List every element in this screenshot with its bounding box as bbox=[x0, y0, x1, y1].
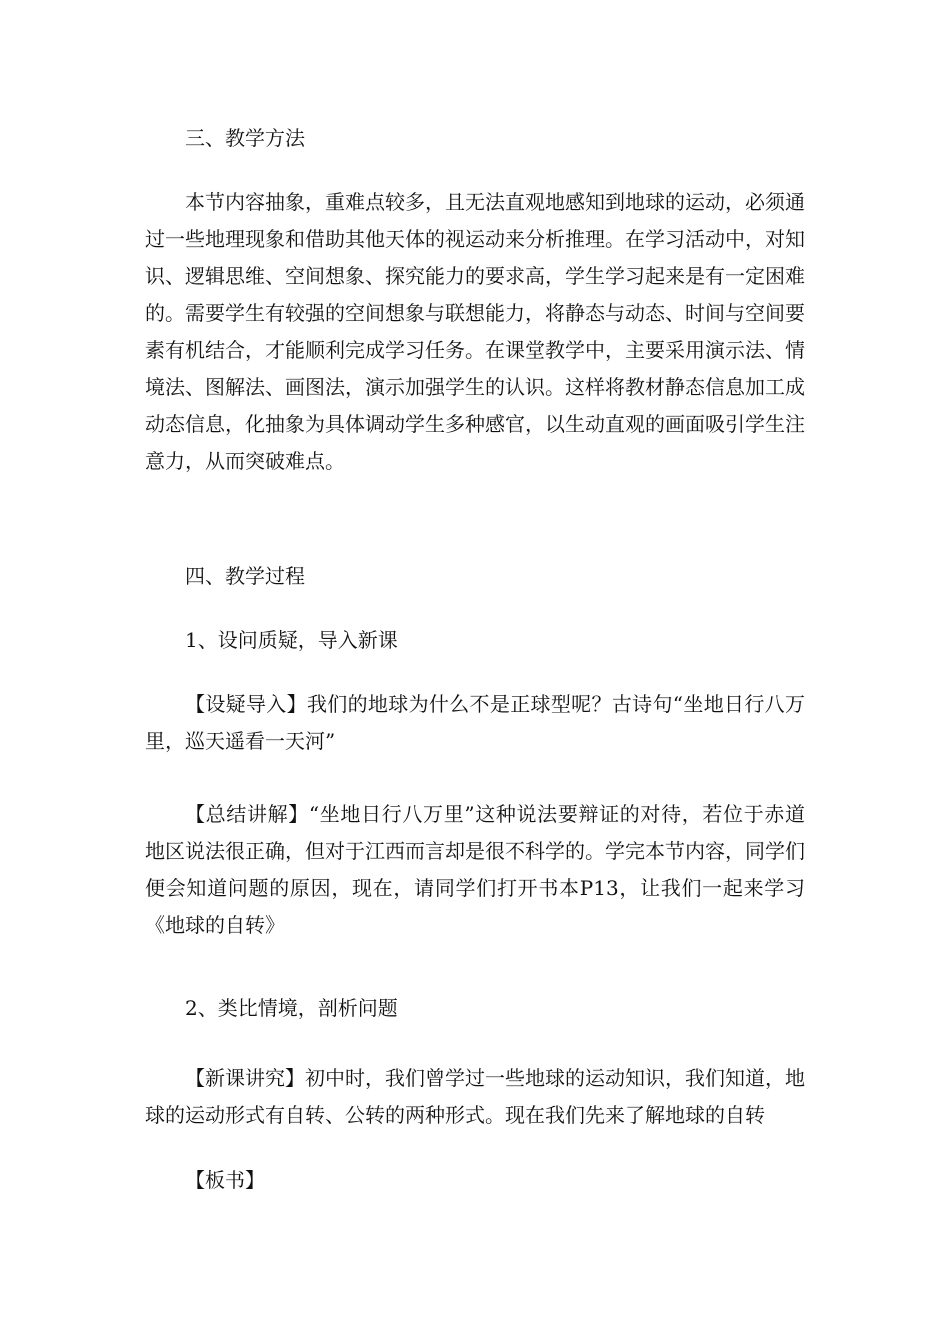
step1-summary-paragraph: 【总结讲解】“坐地日行八万里”这种说法要辩证的对待，若位于赤道地区说法很正确，但对于江西而言却是很不科学的。学完本节内容，同学们便会知道问题的原因，现在，请同学们打开书本P13，让我们一起来学习《地球的自转》 bbox=[145, 802, 805, 937]
step1-heading: 1、设问质疑，导入新课 bbox=[185, 628, 398, 652]
step2-new-lesson-paragraph: 【新课讲究】初中时，我们曾学过一些地球的运动知识，我们知道，地球的运动形式有自转、公转的两种形式。现在我们先来了解地球的自转 bbox=[145, 1066, 805, 1127]
step2-heading: 2、类比情境，剖析问题 bbox=[185, 996, 398, 1020]
methods-paragraph: 本节内容抽象，重难点较多，且无法直观地感知到地球的运动，必须通过一些地理现象和借助其他天体的视运动来分析推理。在学习活动中，对知识、逻辑思维、空间想象、探究能力的要求高，学生学习起来是有一定困难的。需要学生有较强的空间想象与联想能力，将静态与动态、时间与空间要素有机结合，才能顺利完成学习任务。在课堂教学中，主要采用演示法、情境法、图解法、画图法，演示加强学生的认识。这样将教材静态信息加工成动态信息，化抽象为具体调动学生多种感官，以生动直观的画面吸引学生注意力，从而突破难点。 bbox=[145, 190, 805, 473]
section-heading-process: 四、教学过程 bbox=[185, 564, 305, 588]
section-heading-methods: 三、教学方法 bbox=[185, 126, 305, 150]
step1-intro-paragraph: 【设疑导入】我们的地球为什么不是正球型呢？古诗句“坐地日行八万里，巡天遥看一天河” bbox=[145, 692, 805, 753]
blackboard-label: 【板书】 bbox=[185, 1168, 265, 1192]
